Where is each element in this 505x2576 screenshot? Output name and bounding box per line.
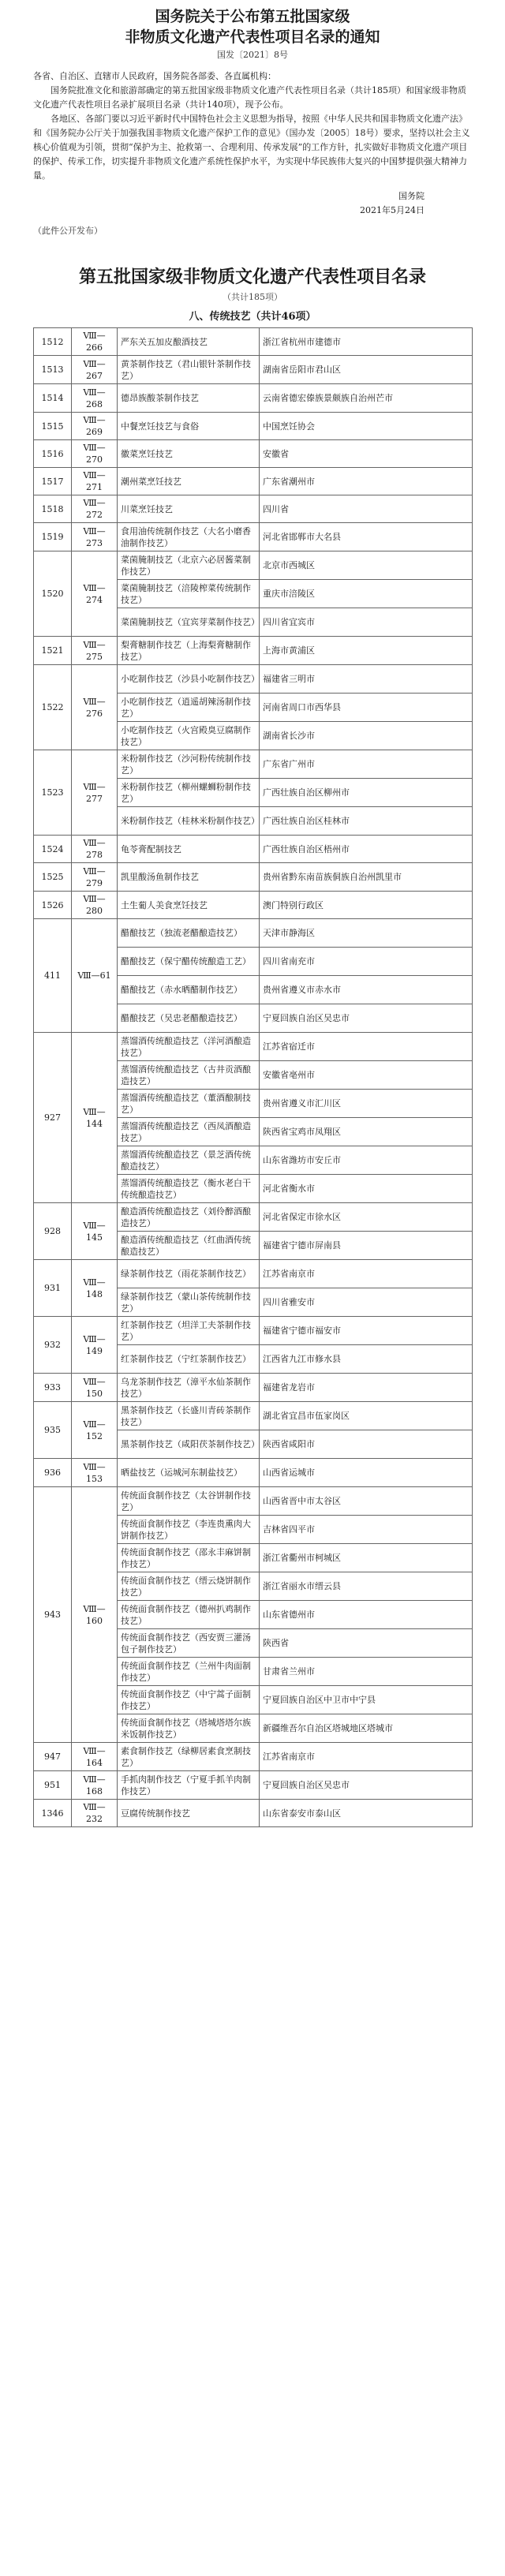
table-row [34, 637, 473, 665]
project-name: 黑茶制作技艺（长盛川青砖茶制作技艺） [118, 1402, 260, 1430]
table-row [34, 523, 473, 551]
applicant-area: 河北省保定市徐水区 [260, 1203, 473, 1232]
applicant-area: 广东省广州市 [260, 750, 473, 779]
applicant-area: 北京市西城区 [260, 551, 473, 580]
notice-body [33, 69, 472, 183]
project-name: 传统面食制作技艺（塔城塔塔尔族米饭制作技艺） [118, 1714, 260, 1743]
signature-block [33, 189, 472, 218]
table-row [34, 328, 473, 356]
project-name: 菜菌腌制技艺（北京六必居酱菜制作技艺） [118, 551, 260, 580]
project-name: 米粉制作技艺（沙河粉传统制作技艺） [118, 750, 260, 779]
applicant-area: 广西壮族自治区柳州市 [260, 779, 473, 807]
table-row [34, 495, 473, 523]
project-name: 龟苓膏配制技艺 [118, 836, 260, 863]
project-name: 传统面食制作技艺（兰州牛肉面制作技艺） [118, 1658, 260, 1686]
project-code: Ⅷ—266 [72, 328, 118, 356]
table-row [34, 1317, 473, 1345]
row-number: 1515 [34, 413, 72, 440]
project-name: 传统面食制作技艺（中宁蒿子面制作技艺） [118, 1686, 260, 1714]
table-row [34, 1203, 473, 1232]
notice-title-line2: 非物质文化遗产代表性项目名录的通知 [125, 28, 380, 46]
row-number: 1526 [34, 892, 72, 919]
applicant-area: 广东省潮州市 [260, 468, 473, 495]
applicant-area: 湖北省宜昌市伍家岗区 [260, 1402, 473, 1430]
project-code: Ⅷ—168 [72, 1771, 118, 1800]
table-row [34, 1260, 473, 1288]
list-title: 第五批国家级非物质文化遗产代表性项目名录 [78, 267, 426, 287]
table-row [34, 1459, 473, 1487]
project-code: Ⅷ—153 [72, 1459, 118, 1487]
applicant-area: 湖南省岳阳市君山区 [260, 356, 473, 384]
project-name: 传统面食制作技艺（太谷饼制作技艺） [118, 1487, 260, 1516]
project-name: 黑茶制作技艺（咸阳茯茶制作技艺） [118, 1430, 260, 1459]
list-subtitle: （共计185项） [223, 292, 282, 302]
signer: 国务院 [398, 191, 425, 201]
project-name: 蒸馏酒传统酿造技艺（董酒酿制技艺） [118, 1090, 260, 1118]
project-name: 绿茶制作技艺（雨花茶制作技艺） [118, 1260, 260, 1288]
applicant-area: 重庆市涪陵区 [260, 580, 473, 608]
row-number: 1521 [34, 637, 72, 665]
project-name: 传统面食制作技艺（邵永丰麻饼制作技艺） [118, 1544, 260, 1572]
row-number: 951 [34, 1771, 72, 1800]
category-heading: 八、传统技艺（共计46项） [189, 311, 316, 323]
project-name: 菜菌腌制技艺（涪陵榨菜传统制作技艺） [118, 580, 260, 608]
row-number: 927 [34, 1033, 72, 1203]
applicant-area: 浙江省杭州市建德市 [260, 328, 473, 356]
project-name: 梨膏糖制作技艺（上海梨膏糖制作技艺） [118, 637, 260, 665]
applicant-area: 陕西省 [260, 1629, 473, 1658]
table-row [34, 836, 473, 863]
table-row [34, 440, 473, 468]
applicant-area: 安徽省 [260, 440, 473, 468]
project-code: Ⅷ—273 [72, 523, 118, 551]
row-number: 943 [34, 1487, 72, 1743]
table-row [34, 468, 473, 495]
table-row [34, 1402, 473, 1430]
table-row [34, 1487, 473, 1516]
applicant-area: 四川省 [260, 495, 473, 523]
project-code: Ⅷ—277 [72, 750, 118, 836]
project-name: 严东关五加皮酿酒技艺 [118, 328, 260, 356]
applicant-area: 福建省宁德市屏南县 [260, 1232, 473, 1260]
applicant-area: 河南省周口市西华县 [260, 694, 473, 722]
project-name: 蒸馏酒传统酿造技艺（洋河酒酿造技艺） [118, 1033, 260, 1061]
applicant-area: 山西省运城市 [260, 1459, 473, 1487]
applicant-area: 江苏省宿迁市 [260, 1033, 473, 1061]
project-table [33, 327, 473, 1827]
project-code: Ⅷ—267 [72, 356, 118, 384]
project-name: 酿造酒传统酿造技艺（刘伶醉酒酿造技艺） [118, 1203, 260, 1232]
project-code: Ⅷ—280 [72, 892, 118, 919]
project-code: Ⅷ—269 [72, 413, 118, 440]
applicant-area: 河北省邯郸市大名县 [260, 523, 473, 551]
project-name: 米粉制作技艺（桂林米粉制作技艺） [118, 807, 260, 836]
project-name: 蒸馏酒传统酿造技艺（西凤酒酿造技艺） [118, 1118, 260, 1146]
public-note: （此件公开发布） [33, 226, 103, 236]
applicant-area: 吉林省四平市 [260, 1516, 473, 1544]
table-row [34, 919, 473, 948]
project-name: 醋酿技艺（保宁醋传统酿造工艺） [118, 948, 260, 976]
project-name: 米粉制作技艺（柳州螺蛳粉制作技艺） [118, 779, 260, 807]
applicant-area: 浙江省衢州市柯城区 [260, 1544, 473, 1572]
project-name: 中餐烹饪技艺与食俗 [118, 413, 260, 440]
table-row [34, 892, 473, 919]
applicant-area: 福建省宁德市福安市 [260, 1317, 473, 1345]
applicant-area: 云南省德宏傣族景颇族自治州芒市 [260, 384, 473, 413]
applicant-area: 山东省潍坊市安丘市 [260, 1146, 473, 1175]
project-name: 传统面食制作技艺（西安贾三灌汤包子制作技艺） [118, 1629, 260, 1658]
document-number: 国发〔2021〕8号 [217, 50, 288, 60]
project-code: Ⅷ—145 [72, 1203, 118, 1260]
row-number: 1520 [34, 551, 72, 637]
applicant-area: 四川省雅安市 [260, 1288, 473, 1317]
project-name: 德昂族酸茶制作技艺 [118, 384, 260, 413]
project-name: 传统面食制作技艺（德州扒鸡制作技艺） [118, 1601, 260, 1629]
project-name: 蒸馏酒传统酿造技艺（景芝酒传统酿造技艺） [118, 1146, 260, 1175]
applicant-area: 山西省晋中市太谷区 [260, 1487, 473, 1516]
project-name: 酿造酒传统酿造技艺（红曲酒传统酿造技艺） [118, 1232, 260, 1260]
project-code: Ⅷ—278 [72, 836, 118, 863]
applicant-area: 贵州省黔东南苗族侗族自治州凯里市 [260, 863, 473, 892]
project-name: 蒸馏酒传统酿造技艺（衡水老白干传统酿造技艺） [118, 1175, 260, 1203]
project-name: 红茶制作技艺（宁红茶制作技艺） [118, 1345, 260, 1374]
applicant-area: 宁夏回族自治区中卫市中宁县 [260, 1686, 473, 1714]
row-number: 411 [34, 919, 72, 1033]
applicant-area: 贵州省遵义市汇川区 [260, 1090, 473, 1118]
project-table-body [34, 328, 473, 1827]
row-number: 1514 [34, 384, 72, 413]
row-number: 1346 [34, 1800, 72, 1827]
paragraph-2: 各地区、各部门要以习近平新时代中国特色社会主义思想为指导，按照《中华人民共和国非物质文化遗产法》和《国务院办公厅关于加强我国非物质文化遗产保护工作的意见》（国办发〔2005〕18号）要求，坚持以社会主义核心价值观为引领，贯彻“保护为主、抢救第一、合理利用、传承发展”的工作方针，扎实做好非物质文化遗产项目的保护、传承工作，切实提升非物质文化遗产系统性保护水平，为实现中华民族伟大复兴的中国梦提供强大精神力量。 [33, 114, 470, 181]
row-number: 947 [34, 1743, 72, 1771]
applicant-area: 四川省南充市 [260, 948, 473, 976]
project-name: 绿茶制作技艺（蒙山茶传统制作技艺） [118, 1288, 260, 1317]
applicant-area: 甘肃省兰州市 [260, 1658, 473, 1686]
project-code: Ⅷ—271 [72, 468, 118, 495]
project-code: Ⅷ—268 [72, 384, 118, 413]
table-row [34, 1800, 473, 1827]
project-name: 徽菜烹饪技艺 [118, 440, 260, 468]
project-name: 传统面食制作技艺（缙云烧饼制作技艺） [118, 1572, 260, 1601]
applicant-area: 中国烹饪协会 [260, 413, 473, 440]
row-number: 1516 [34, 440, 72, 468]
applicant-area: 天津市静海区 [260, 919, 473, 948]
table-row [34, 413, 473, 440]
applicant-area: 陕西省宝鸡市凤翔区 [260, 1118, 473, 1146]
row-number: 1512 [34, 328, 72, 356]
row-number: 1523 [34, 750, 72, 836]
applicant-area: 新疆维吾尔自治区塔城地区塔城市 [260, 1714, 473, 1743]
project-code: Ⅷ—232 [72, 1800, 118, 1827]
applicant-area: 湖南省长沙市 [260, 722, 473, 750]
applicant-area: 广西壮族自治区梧州市 [260, 836, 473, 863]
project-code: Ⅷ—150 [72, 1374, 118, 1402]
table-row [34, 665, 473, 694]
project-name: 土生葡人美食烹饪技艺 [118, 892, 260, 919]
applicant-area: 宁夏回族自治区吴忠市 [260, 1771, 473, 1800]
project-code: Ⅷ—149 [72, 1317, 118, 1374]
row-number: 1518 [34, 495, 72, 523]
applicant-area: 江西省九江市修水县 [260, 1345, 473, 1374]
row-number: 1519 [34, 523, 72, 551]
project-name: 传统面食制作技艺（李连贵熏肉大饼制作技艺） [118, 1516, 260, 1544]
applicant-area: 河北省衡水市 [260, 1175, 473, 1203]
project-name: 凯里酸汤鱼制作技艺 [118, 863, 260, 892]
applicant-area: 安徽省亳州市 [260, 1061, 473, 1090]
project-name: 潮州菜烹饪技艺 [118, 468, 260, 495]
applicant-area: 浙江省丽水市缙云县 [260, 1572, 473, 1601]
applicant-area: 四川省宜宾市 [260, 608, 473, 637]
project-code: Ⅷ—164 [72, 1743, 118, 1771]
notice-header [33, 6, 472, 62]
applicant-area: 福建省三明市 [260, 665, 473, 694]
row-number: 936 [34, 1459, 72, 1487]
project-name: 川菜烹饪技艺 [118, 495, 260, 523]
project-code: Ⅷ—144 [72, 1033, 118, 1203]
applicant-area: 福建省龙岩市 [260, 1374, 473, 1402]
row-number: 935 [34, 1402, 72, 1459]
table-row [34, 384, 473, 413]
project-name: 晒盐技艺（运城河东制盐技艺） [118, 1459, 260, 1487]
project-code: Ⅷ—272 [72, 495, 118, 523]
project-code: Ⅷ—148 [72, 1260, 118, 1317]
project-name: 素食制作技艺（绿柳居素食烹制技艺） [118, 1743, 260, 1771]
applicant-area: 江苏省南京市 [260, 1743, 473, 1771]
project-name: 小吃制作技艺（沙县小吃制作技艺） [118, 665, 260, 694]
project-name: 食用油传统制作技艺（大名小磨香油制作技艺） [118, 523, 260, 551]
applicant-area: 澳门特别行政区 [260, 892, 473, 919]
project-code: Ⅷ—279 [72, 863, 118, 892]
row-number: 1513 [34, 356, 72, 384]
table-row [34, 1743, 473, 1771]
project-name: 黄茶制作技艺（君山银针茶制作技艺） [118, 356, 260, 384]
table-row [34, 1771, 473, 1800]
applicant-area: 江苏省南京市 [260, 1260, 473, 1288]
row-number: 928 [34, 1203, 72, 1260]
row-number: 1524 [34, 836, 72, 863]
row-number: 1525 [34, 863, 72, 892]
project-name: 豆腐传统制作技艺 [118, 1800, 260, 1827]
project-code: Ⅷ—274 [72, 551, 118, 637]
row-number: 931 [34, 1260, 72, 1317]
project-name: 小吃制作技艺（逍遥胡辣汤制作技艺） [118, 694, 260, 722]
table-row [34, 1033, 473, 1061]
project-name: 蒸馏酒传统酿造技艺（古井贡酒酿造技艺） [118, 1061, 260, 1090]
table-row [34, 551, 473, 580]
notice-title-line1: 国务院关于公布第五批国家级 [155, 8, 350, 25]
project-code: Ⅷ—61 [72, 919, 118, 1033]
applicant-area: 山东省泰安市泰山区 [260, 1800, 473, 1827]
project-name: 菜菌腌制技艺（宜宾芽菜制作技艺） [118, 608, 260, 637]
table-row [34, 356, 473, 384]
row-number: 933 [34, 1374, 72, 1402]
table-row [34, 750, 473, 779]
project-name: 醋酿技艺（吴忠老醋酿造技艺） [118, 1004, 260, 1033]
applicant-area: 上海市黄浦区 [260, 637, 473, 665]
applicant-area: 贵州省遵义市赤水市 [260, 976, 473, 1004]
row-number: 932 [34, 1317, 72, 1374]
project-name: 小吃制作技艺（火宫殿臭豆腐制作技艺） [118, 722, 260, 750]
project-code: Ⅷ—275 [72, 637, 118, 665]
row-number: 1522 [34, 665, 72, 750]
project-code: Ⅷ—276 [72, 665, 118, 750]
paragraph-1: 国务院批准文化和旅游部确定的第五批国家级非物质文化遗产代表性项目名录（共计185项）和国家级非物质文化遗产代表性项目名录扩展项目名录（共计140项），现予公布。 [33, 85, 466, 110]
signing-date: 2021年5月24日 [360, 205, 425, 215]
applicant-area: 陕西省咸阳市 [260, 1430, 473, 1459]
project-name: 醋酿技艺（赤水晒醋制作技艺） [118, 976, 260, 1004]
applicant-area: 广西壮族自治区桂林市 [260, 807, 473, 836]
row-number: 1517 [34, 468, 72, 495]
project-name: 红茶制作技艺（坦洋工夫茶制作技艺） [118, 1317, 260, 1345]
project-code: Ⅷ—160 [72, 1487, 118, 1743]
project-name: 乌龙茶制作技艺（漳平水仙茶制作技艺） [118, 1374, 260, 1402]
project-code: Ⅷ—152 [72, 1402, 118, 1459]
addressees: 各省、自治区、直辖市人民政府，国务院各部委、各直属机构： [33, 71, 276, 81]
project-code: Ⅷ—270 [72, 440, 118, 468]
applicant-area: 宁夏回族自治区吴忠市 [260, 1004, 473, 1033]
table-row [34, 863, 473, 892]
project-name: 醋酿技艺（独流老醋酿造技艺） [118, 919, 260, 948]
project-name: 手抓肉制作技艺（宁夏手抓羊肉制作技艺） [118, 1771, 260, 1800]
table-row [34, 1374, 473, 1402]
applicant-area: 山东省德州市 [260, 1601, 473, 1629]
